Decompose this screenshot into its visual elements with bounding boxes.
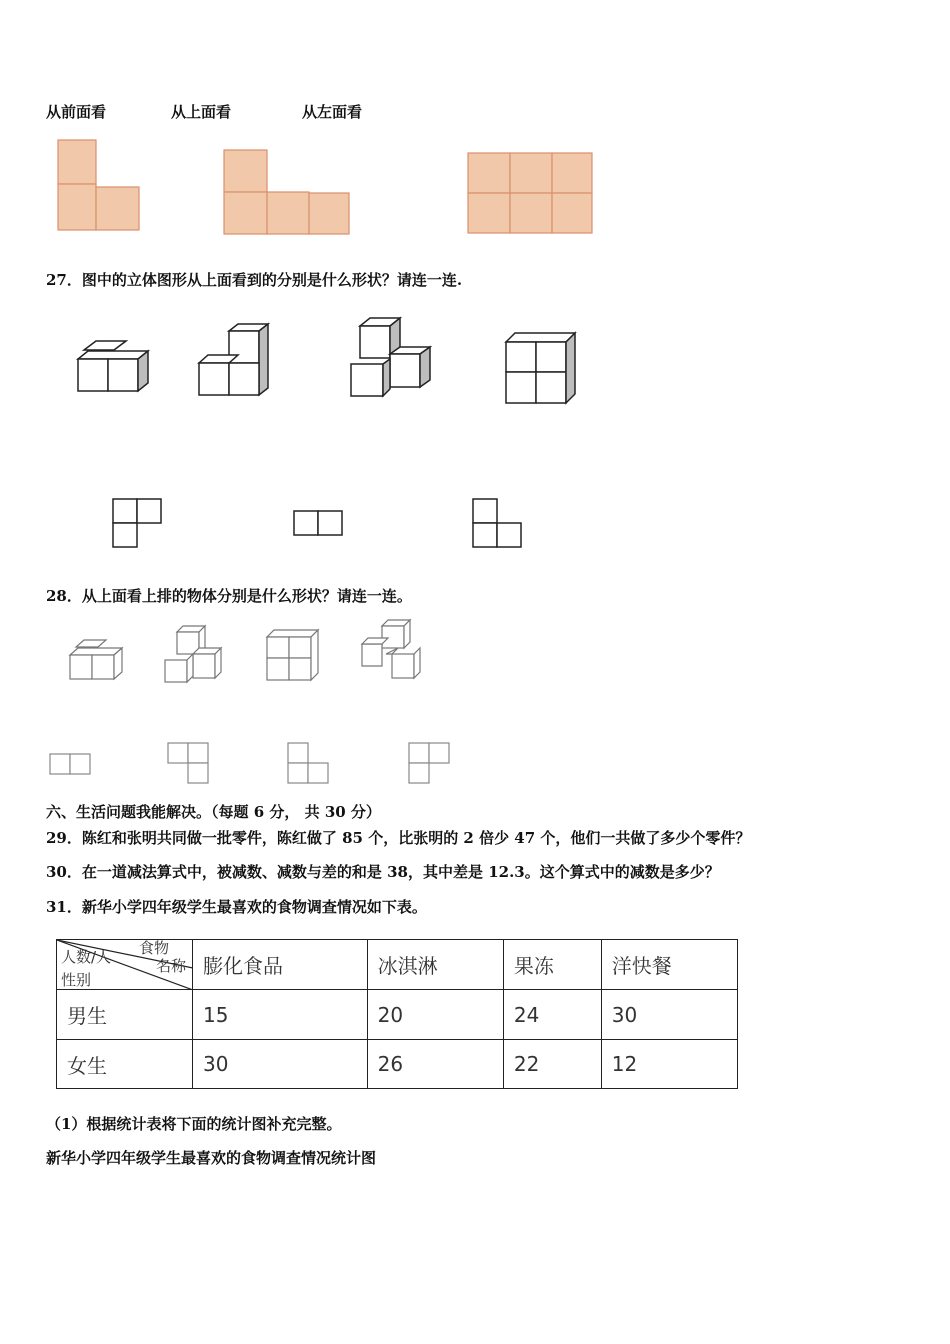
- question-28: 28．从上面看上排的物体分别是什么形状？请连一连。: [46, 587, 412, 605]
- q28-solid-1: [66, 635, 126, 683]
- q27-option-3: [471, 497, 523, 549]
- front-view-label: 从前面看: [46, 103, 107, 121]
- corner-label-count: 人数/人: [61, 948, 112, 966]
- q27-solid-2: [196, 322, 274, 398]
- left-view-label: 从左面看: [302, 103, 363, 121]
- q27-solid-3: [348, 316, 436, 400]
- q28-option-1: [48, 752, 92, 776]
- q27-option-1: [111, 497, 163, 549]
- left-view-figure: [466, 151, 594, 235]
- row-label-boys: 男生: [57, 990, 193, 1040]
- header-fast-food: 洋快餐: [601, 940, 737, 990]
- q27-solid-1: [70, 338, 154, 396]
- question-29: 29．陈红和张明共同做一批零件，陈红做了 85 个，比张明的 2 倍少 47 个，他们一共做了多少个零件？: [46, 829, 751, 847]
- question-27: 27．图中的立体图形从上面看到的分别是什么形状？请连一连.: [46, 271, 463, 289]
- top-view-figure: [222, 148, 352, 236]
- table-cell: 15: [193, 990, 368, 1040]
- table-cell: 20: [367, 990, 503, 1040]
- table-cell: 24: [503, 990, 601, 1040]
- table-corner-cell: [57, 940, 193, 990]
- q27-option-2: [292, 509, 344, 537]
- table-cell: 12: [601, 1040, 737, 1089]
- table-cell: 30: [193, 1040, 368, 1089]
- header-jelly: 果冻: [503, 940, 601, 990]
- q28-option-3: [286, 741, 330, 785]
- table-cell: 22: [503, 1040, 601, 1089]
- q27-solid-4: [503, 330, 579, 406]
- front-view-figure: [56, 138, 142, 232]
- corner-label-food: 食物: [139, 939, 170, 957]
- question-31-part-1: （1）根据统计表将下面的统计图补充完整。: [46, 1115, 342, 1133]
- table-header-row: [57, 940, 738, 990]
- header-ice-cream: 冰淇淋: [367, 940, 503, 990]
- survey-table: [56, 939, 738, 1089]
- section-6-title: 六、生活问题我能解决。（每题 6 分， 共 30 分）: [46, 803, 381, 821]
- table-row-girls: [57, 1040, 738, 1089]
- chart-title: 新华小学四年级学生最喜欢的食物调查情况统计图: [46, 1149, 377, 1167]
- top-view-label: 从上面看: [171, 103, 232, 121]
- table-cell: 30: [601, 990, 737, 1040]
- corner-label-name: 名称: [156, 957, 187, 975]
- q28-solid-3: [264, 627, 322, 683]
- q28-option-4: [407, 741, 451, 785]
- q28-option-2: [166, 741, 210, 785]
- table-cell: 26: [367, 1040, 503, 1089]
- q28-solid-4: [358, 618, 424, 684]
- question-31: 31．新华小学四年级学生最喜欢的食物调查情况如下表。: [46, 898, 427, 916]
- corner-label-gender: 性别: [61, 971, 92, 989]
- question-30: 30．在一道减法算式中，被减数、减数与差的和是 38，其中差是 12.3。这个算式中的减数是多少？: [46, 863, 720, 881]
- q28-solid-2: [161, 624, 227, 686]
- row-label-girls: 女生: [57, 1040, 193, 1089]
- header-puffed-food: 膨化食品: [193, 940, 368, 990]
- table-row-boys: [57, 990, 738, 1040]
